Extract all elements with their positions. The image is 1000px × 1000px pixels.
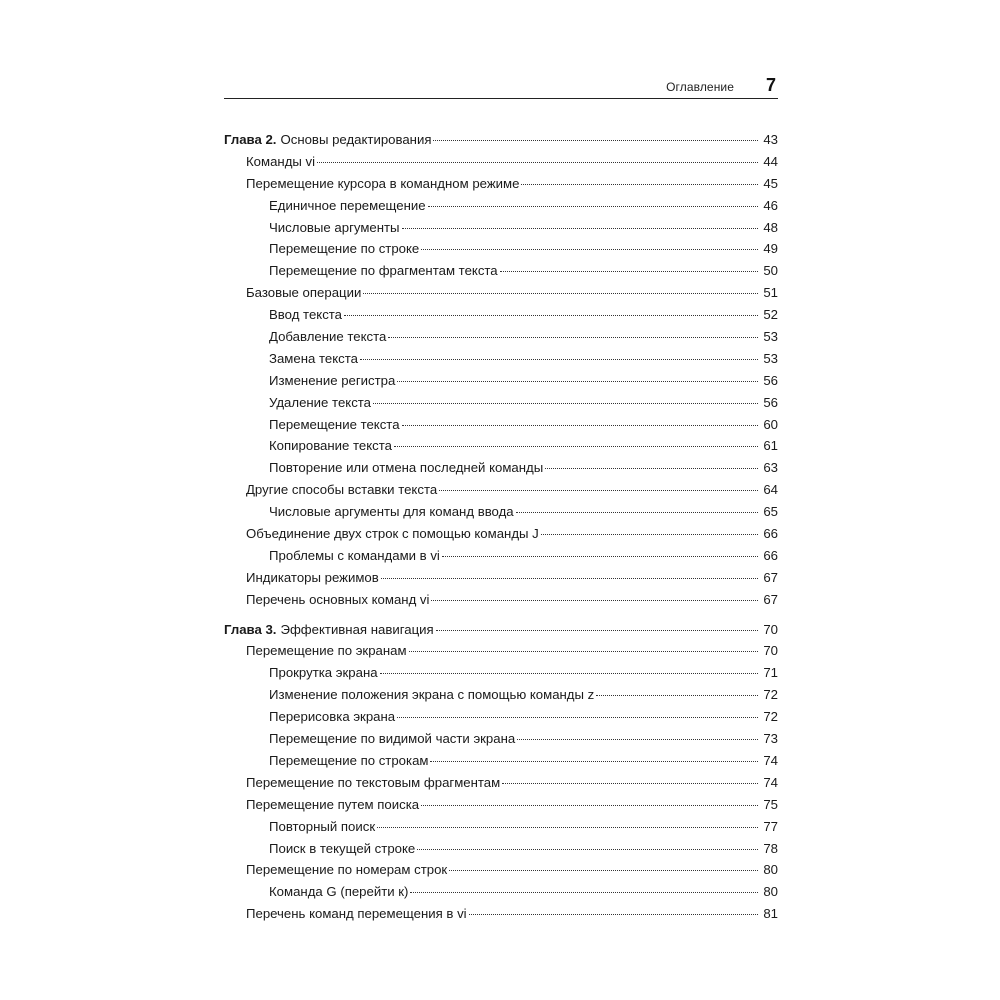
toc-entry-title: Команды vi [246,153,316,169]
toc-subsection-entry[interactable] [224,304,778,326]
dot-leader [516,512,758,513]
toc-subsection-entry[interactable] [224,370,778,392]
chapter-title: Эффективная навигация [280,621,434,637]
toc-page-number: 51 [763,285,778,301]
running-header [224,68,778,99]
toc-entry-title: Изменение положения экрана с помощью команды z [269,687,595,703]
dot-leader [397,717,758,718]
chapter-title: Основы редактирования [280,132,432,147]
dot-leader [363,293,758,294]
toc-entry-title: Базовые операции [246,285,362,301]
toc-page-number: 70 [763,643,778,659]
toc-page-number: 48 [763,219,778,235]
dot-leader [431,600,758,601]
chapter-gap [224,611,778,619]
toc-subsection-entry[interactable] [224,217,778,239]
toc-subsection-entry[interactable] [224,501,778,523]
dot-leader [402,425,758,426]
toc-section-entry[interactable] [224,523,778,545]
toc-page-number: 75 [763,796,778,812]
toc-section-entry[interactable] [224,794,778,816]
toc-entry-title: Перемещение путем поиска [246,796,420,812]
toc-page-number: 44 [763,153,778,169]
toc-page-number: 80 [763,884,778,900]
dot-leader [317,162,758,163]
dot-leader [394,446,758,447]
toc-page-number: 63 [763,460,778,476]
toc-entry-title: Перемещение по экранам [246,643,407,659]
toc-entry-title: Прокрутка экрана [269,665,378,681]
toc-page-number: 49 [763,241,778,257]
toc-entry-title: Удаление текста [269,394,372,410]
dot-leader [545,468,758,469]
dot-leader [402,228,758,229]
dot-leader [410,892,758,893]
toc-entry-title: Перемещение по фрагментам текста [269,263,498,279]
toc-page-number: 73 [763,731,778,747]
dot-leader [428,206,758,207]
toc-subsection-entry[interactable] [224,684,778,706]
dot-leader [381,578,758,579]
dot-leader [596,695,758,696]
toc-entry-title: Числовые аргументы для команд ввода [269,504,514,520]
toc-entry-title: Изменение регистра [269,372,396,388]
dot-leader [377,827,758,828]
toc-page-number: 56 [763,394,778,410]
toc-entry-title: Ввод текста [269,307,343,323]
dot-leader [430,761,758,762]
toc-section-entry[interactable] [224,173,778,195]
toc-page-number: 65 [763,504,778,520]
toc-subsection-entry[interactable] [224,435,778,457]
dot-leader [344,315,758,316]
toc-entry-title: Повторный поиск [269,818,376,834]
page-number: 7 [765,75,776,95]
toc-page-number: 46 [763,197,778,213]
toc-page-number: 70 [763,621,778,637]
dot-leader [433,140,758,141]
toc-entry-title: Индикаторы режимов [246,569,379,585]
toc-page-number: 64 [763,482,778,498]
toc-entry-title: Проблемы с командами в vi [269,547,440,563]
toc-subsection-entry[interactable] [224,392,778,414]
toc-page-number: 67 [763,591,778,607]
toc-page-number: 67 [763,569,778,585]
dot-leader [521,184,758,185]
toc-entry-title: Другие способы вставки текста [246,482,438,498]
toc-page-number: 72 [763,687,778,703]
toc-entry-title: Поиск в текущей строке [269,840,416,856]
toc-section-entry[interactable] [224,567,778,589]
toc-section-entry[interactable] [224,479,778,501]
dot-leader [502,783,758,784]
dot-leader [373,403,758,404]
toc-subsection-entry[interactable] [224,750,778,772]
toc-entry-title: Копирование текста [269,438,392,454]
dot-leader [417,849,758,850]
toc-page-number: 53 [763,350,778,366]
toc-page-number: 80 [763,862,778,878]
toc-entry-title: Перемещение по строкам [269,752,429,768]
toc-entry-title: Перемещение по номерам строк [246,862,448,878]
toc-subsection-entry[interactable] [224,728,778,750]
toc-entry-title: Замена текста [269,350,358,366]
toc-page-number: 61 [763,438,778,454]
toc-page-number: 45 [763,175,778,191]
toc-subsection-entry[interactable] [224,881,778,903]
toc-entry-title: Перемещение курсора в командном режиме [246,175,520,191]
toc-subsection-entry[interactable] [224,706,778,728]
toc-entry-title: Повторение или отмена последней команды [269,460,544,476]
toc-page-number: 71 [763,665,778,681]
toc-entry-title: Перерисовка экрана [269,709,396,725]
toc-subsection-entry[interactable] [224,457,778,479]
toc-page-number: 52 [763,307,778,323]
toc-chapter-entry[interactable] [224,619,778,641]
toc-subsection-entry[interactable] [224,238,778,260]
toc-page-number: 50 [763,263,778,279]
toc-page-number: 56 [763,372,778,388]
dot-leader [439,490,758,491]
toc-section-entry[interactable] [224,151,778,173]
toc-entry-title: Перемещение по строке [269,241,420,257]
dot-leader [380,673,758,674]
toc-page-number: 60 [763,416,778,432]
toc-section-entry[interactable] [224,903,778,925]
toc-section-entry[interactable] [224,589,778,611]
toc-entry-title: Числовые аргументы [269,219,400,235]
toc-subsection-entry[interactable] [224,662,778,684]
toc-chapter-entry[interactable] [224,129,778,151]
toc-entry-title: Перемещение по текстовым фрагментам [246,774,501,790]
toc-section-entry[interactable] [224,859,778,881]
dot-leader [397,381,758,382]
toc-page-number: 66 [763,526,778,542]
toc-entry-title: Перемещение текста [269,416,400,432]
toc-entry-title: Перемещение по видимой части экрана [269,731,516,747]
toc-page-number: 72 [763,709,778,725]
toc-section-entry[interactable] [224,282,778,304]
toc-entry-title: Команда G (перейти к) [269,884,409,900]
table-of-contents [224,129,778,925]
chapter-label: Глава 3. [224,621,277,637]
toc-subsection-entry[interactable] [224,816,778,838]
toc-page-number: 43 [763,132,778,147]
toc-section-entry[interactable] [224,640,778,662]
toc-subsection-entry[interactable] [224,260,778,282]
toc-subsection-entry[interactable] [224,348,778,370]
toc-page-number: 78 [763,840,778,856]
toc-entry-title: Перечень команд перемещения в vi [246,906,467,922]
dot-leader [388,337,758,338]
toc-entry-title: Объединение двух строк с помощью команды J [246,526,539,542]
toc-section-entry[interactable] [224,772,778,794]
toc-page-number: 81 [763,906,778,922]
dot-leader [500,271,758,272]
dot-leader [541,534,758,535]
toc-subsection-entry[interactable] [224,326,778,348]
dot-leader [442,556,758,557]
dot-leader [409,651,758,652]
toc-subsection-entry[interactable] [224,545,778,567]
dot-leader [449,870,758,871]
toc-page-number: 66 [763,547,778,563]
chapter-label: Глава 2. [224,132,277,147]
toc-subsection-entry[interactable] [224,195,778,217]
dot-leader [421,249,758,250]
toc-subsection-entry[interactable] [224,414,778,436]
dot-leader [469,914,758,915]
dot-leader [436,630,758,631]
toc-entry-title: Единичное перемещение [269,197,426,213]
toc-page-number: 77 [763,818,778,834]
toc-entry-title: Перечень основных команд vi [246,591,430,607]
dot-leader [517,739,758,740]
toc-entry-title: Добавление текста [269,329,387,345]
toc-page-number: 74 [763,774,778,790]
dot-leader [421,805,758,806]
toc-page-number: 74 [763,752,778,768]
toc-subsection-entry[interactable] [224,838,778,860]
running-header-title: Оглавление [666,80,734,94]
dot-leader [360,359,758,360]
toc-page-number: 53 [763,329,778,345]
